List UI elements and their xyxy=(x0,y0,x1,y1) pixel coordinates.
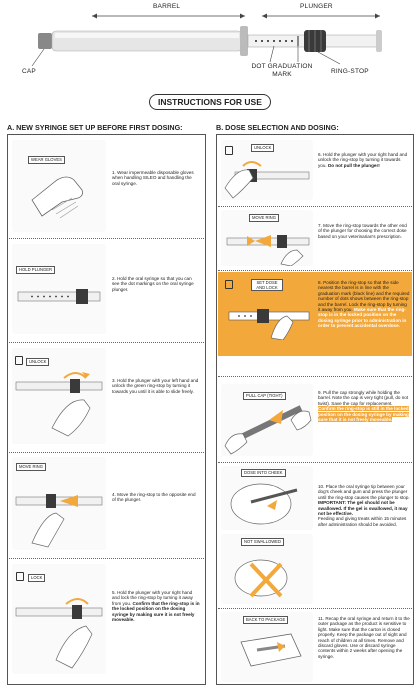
lock-icon xyxy=(15,356,23,365)
step-tag: MOVE RING xyxy=(249,214,279,222)
step-4-text: 4. Move the ring-stop to the opposite end of the plunger. xyxy=(112,492,196,503)
step-6-bold: Do not pull the plunger! xyxy=(327,162,380,168)
row-divider xyxy=(9,238,204,239)
ring-stop-label: RING-STOP xyxy=(331,68,369,75)
step-5-body: 5. Hold the plunger with your right hand and lock the ring-stop by turning it away from you. xyxy=(112,590,193,606)
step-5-text xyxy=(112,590,200,622)
step-10-not-swallowed-illustration xyxy=(221,534,313,604)
row-divider xyxy=(218,376,412,377)
section-b-heading: B. DOSE SELECTION AND DOSING: xyxy=(216,123,339,132)
step-11-text: 11. Recap the oral syringe and return it to the outer package as the product is sensitive to light. Make sure that the carton is closed properly. Keep the package out of sight and reach of children at all times. Remove and discard gloves. Use or discard syringe contents within 2 weeks after opening the syringe. xyxy=(318,616,410,659)
lock-icon xyxy=(225,280,233,289)
step-7-illustration xyxy=(221,210,313,266)
step-10-illustration xyxy=(221,466,313,530)
dot-graduation-label: DOT GRADUATION MARK xyxy=(251,63,313,78)
step-tag: LOCK xyxy=(28,574,45,582)
step-tag: DOSE INTO CHEEK xyxy=(241,469,286,477)
step-2-illustration xyxy=(12,244,106,334)
step-6-text xyxy=(318,152,410,168)
step-7-text: 7. Move the ring-stop towards the other end of the plunger for choosing the correct dose based on your veterinarian's prescription. xyxy=(318,223,407,239)
lock-hand-icon xyxy=(12,564,106,674)
row-divider xyxy=(9,342,204,343)
section-a-heading: A. NEW SYRINGE SET UP BEFORE FIRST DOSING: xyxy=(7,123,183,132)
barrel-label: BARREL xyxy=(153,3,181,10)
cap-label: CAP xyxy=(22,68,36,75)
step-5-illustration xyxy=(12,564,106,674)
step-8-text xyxy=(318,280,410,329)
step-tag: HOLD PLUNGER xyxy=(16,266,55,274)
step-6-body: 6. Hold the plunger with your right hand and unlock the ring-stop by turning it towards you. xyxy=(318,152,408,168)
row-divider xyxy=(218,608,412,609)
step-9-illustration xyxy=(221,384,313,456)
step-10-body: 10. Place the oral syringe tip between your dog's cheek and gum and press the plunger until the ring-stop causes the plunger to stop. xyxy=(318,484,410,500)
step-9-body: 9. Pull the cap strongly while holding the barrel. Note the cap is very tight (pull, do not twist). Save the cap for replacement. xyxy=(318,390,409,406)
page-title: INSTRUCTIONS FOR USE xyxy=(149,94,271,110)
step-8-bold: Make sure that the ring-stop is in the locked position on the dosing syringe prior to administration in order to prevent accidental overdose. xyxy=(318,307,407,329)
step-10-bold: IMPORTANT: The gel should not be swallowed. If the gel is swallowed, it may not be effective. xyxy=(318,500,408,517)
step-tag: UNLOCK xyxy=(251,144,274,152)
step-1-illustration xyxy=(12,140,106,232)
step-9-bold: Confirm the ring-stop is still in the locked position on the dosing syringe by making sure that it is not freely moveable. xyxy=(318,406,409,423)
row-divider xyxy=(218,462,412,463)
step-6-illustration xyxy=(221,140,313,200)
step-tag: PULL CAP (TIGHT) xyxy=(243,392,286,400)
step-11-illustration xyxy=(221,612,313,682)
syringe-diagram xyxy=(0,0,420,88)
step-tag: MOVE RING xyxy=(16,463,46,471)
step-9-text xyxy=(318,390,410,422)
lock-icon xyxy=(225,146,233,155)
step-10-text xyxy=(318,484,410,527)
glove-hand-icon xyxy=(12,140,106,232)
row-divider xyxy=(9,558,204,559)
row-divider xyxy=(218,270,412,271)
step-2-text: 2. Hold the oral syringe so that you can see the dot markings on the oral syringe plunger. xyxy=(112,276,194,292)
plunger-label: PLUNGER xyxy=(300,3,333,10)
step-5-bold: Confirm that the ring-stop is in the locked position on the dosing syringe by making sure it is not freely moveable. xyxy=(112,600,200,623)
step-tag: SET DOSE AND LOCK xyxy=(251,279,283,291)
step-3-text: 3. Hold the plunger with your left hand and unlock the green ring-stop by turning it towards you until it is able to slide freely. xyxy=(112,378,199,394)
step-1-text: 1. Wear impermeable disposable gloves when handling SILEO and handling the oral syringe. xyxy=(112,170,194,186)
step-10-body-2: Feeding and giving treats within 15 minutes after administration should be avoided. xyxy=(318,516,407,527)
step-3-illustration xyxy=(12,348,106,444)
step-4-illustration xyxy=(12,457,106,550)
syringe-icon xyxy=(12,244,106,334)
step-tag-2: NOT SWALLOWED xyxy=(241,538,284,546)
step-tag: UNLOCK xyxy=(26,358,49,366)
step-8-illustration xyxy=(221,276,313,340)
step-tag: BACK TO PACKAGE xyxy=(243,616,288,624)
row-divider xyxy=(218,206,412,207)
step-8-body: 8. Position the ring-stop so that the side nearest the barrel is in line with the graduation mark (black line) and the required number of dots shows between the ring-stop and the barrel. Lock the ring-stop by turning it away from you. xyxy=(318,280,410,313)
lock-icon xyxy=(16,572,24,581)
row-divider xyxy=(9,452,204,453)
step-tag: WEAR GLOVES xyxy=(28,156,65,164)
